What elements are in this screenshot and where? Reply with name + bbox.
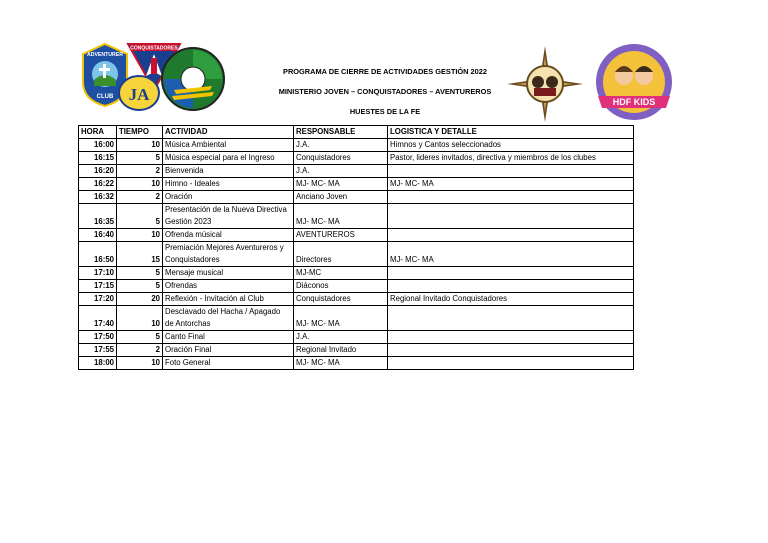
cell-responsable: Conquistadores [294, 293, 388, 306]
club-text: CLUB [96, 94, 114, 100]
table-row [79, 204, 634, 229]
cell-responsable: MJ- MC- MA [294, 306, 388, 331]
table-row [79, 344, 634, 357]
globe-logo [160, 46, 226, 112]
cell-hora: 16:15 [79, 152, 117, 165]
cell-actividad: Oración Final [163, 344, 294, 357]
table-row [79, 229, 634, 242]
cell-actividad: Presentación de la Nueva Directiva Gestión 2023 [163, 204, 294, 229]
cell-hora: 17:55 [79, 344, 117, 357]
cell-hora: 17:10 [79, 267, 117, 280]
cell-actividad: Música especial para el Ingreso [163, 152, 294, 165]
cell-actividad: Foto General [163, 357, 294, 370]
cell-tiempo: 10 [117, 178, 163, 191]
cell-tiempo: 10 [117, 357, 163, 370]
cell-actividad: Canto Final [163, 331, 294, 344]
cell-actividad: Desclavado del Hacha / Apagado de Antorchas [163, 306, 294, 331]
cell-responsable: Regional Invitado [294, 344, 388, 357]
page-title: PROGRAMA DE CIERRE DE ACTIVIDADES GESTIÓN 2022 [283, 67, 487, 76]
cell-hora: 17:15 [79, 280, 117, 293]
table-header-row [79, 126, 634, 139]
ja-logo [118, 75, 160, 111]
cell-tiempo: 5 [117, 152, 163, 165]
adventurer-text: ADVENTURER [86, 52, 124, 58]
cell-hora: 16:00 [79, 139, 117, 152]
cell-hora: 16:20 [79, 165, 117, 178]
cell-tiempo: 10 [117, 306, 163, 331]
header-actividad: ACTIVIDAD [163, 126, 294, 139]
group-name: HUESTES DE LA FE [349, 107, 421, 116]
cell-tiempo: 5 [117, 267, 163, 280]
cell-hora: 18:00 [79, 357, 117, 370]
cell-actividad: Reflexión - Invitación al Club [163, 293, 294, 306]
table-row [79, 357, 634, 370]
cell-tiempo: 5 [117, 280, 163, 293]
cell-logistica [388, 280, 634, 293]
cell-logistica [388, 267, 634, 280]
table-row [79, 331, 634, 344]
cell-logistica [388, 331, 634, 344]
cell-hora: 16:40 [79, 229, 117, 242]
cell-logistica [388, 204, 634, 229]
compass-emblem-logo [505, 44, 585, 124]
cell-tiempo: 10 [117, 139, 163, 152]
cell-logistica: MJ- MC- MA [388, 178, 634, 191]
cell-logistica: Pastor, lideres invitados, directiva y miembros de los clubes [388, 152, 634, 165]
table-row [79, 191, 634, 204]
cell-responsable: J.A. [294, 331, 388, 344]
cell-logistica [388, 191, 634, 204]
cell-responsable: Conquistadores [294, 152, 388, 165]
pathfinder-text: CONQUISTADORES [130, 45, 178, 52]
cell-actividad: Premiación Mejores Aventureros y Conquistadores [163, 242, 294, 267]
cell-responsable: J.A. [294, 165, 388, 178]
cell-hora: 16:32 [79, 191, 117, 204]
cell-responsable: MJ- MC- MA [294, 357, 388, 370]
cell-hora: 17:40 [79, 306, 117, 331]
cell-tiempo: 2 [117, 344, 163, 357]
cell-responsable: Directores [294, 242, 388, 267]
cell-actividad: Música Ambiental [163, 139, 294, 152]
table-row [79, 280, 634, 293]
table-row [79, 178, 634, 191]
cell-logistica [388, 306, 634, 331]
cell-logistica [388, 357, 634, 370]
cell-hora: 16:50 [79, 242, 117, 267]
cell-actividad: Himno - Ideales [163, 178, 294, 191]
cell-tiempo: 2 [117, 191, 163, 204]
cell-tiempo: 2 [117, 165, 163, 178]
cell-responsable: MJ-MC [294, 267, 388, 280]
table-row [79, 267, 634, 280]
cell-tiempo: 5 [117, 331, 163, 344]
cell-actividad: Mensaje musical [163, 267, 294, 280]
page-subtitle: MINISTERIO JOVEN – CONQUISTADORES – AVENTUREROS [278, 87, 492, 96]
cell-actividad: Ofrenda músical [163, 229, 294, 242]
hdf-kids-logo [594, 42, 676, 128]
cell-logistica: MJ- MC- MA [388, 242, 634, 267]
cell-responsable: Anciano Joven [294, 191, 388, 204]
cell-responsable: Diáconos [294, 280, 388, 293]
ja-text: JA [128, 85, 150, 104]
cell-logistica [388, 165, 634, 178]
header-logistica: LOGISTICA Y DETALLE [388, 126, 634, 139]
cell-logistica [388, 229, 634, 242]
table-row [79, 242, 634, 267]
header-hora: HORA [79, 126, 117, 139]
cell-responsable: MJ- MC- MA [294, 204, 388, 229]
cell-responsable: AVENTUREROS [294, 229, 388, 242]
cell-hora: 17:20 [79, 293, 117, 306]
table-row [79, 152, 634, 165]
header-responsable: RESPONSABLE [294, 126, 388, 139]
cell-actividad: Oración [163, 191, 294, 204]
cell-hora: 16:35 [79, 204, 117, 229]
cell-tiempo: 20 [117, 293, 163, 306]
header-tiempo: TIEMPO [117, 126, 163, 139]
cell-tiempo: 10 [117, 229, 163, 242]
schedule-table [78, 125, 634, 370]
cell-actividad: Bienvenida [163, 165, 294, 178]
table-row [79, 306, 634, 331]
cell-hora: 16:22 [79, 178, 117, 191]
table-row [79, 165, 634, 178]
cell-responsable: J.A. [294, 139, 388, 152]
cell-logistica: Regional Invitado Conquistadores [388, 293, 634, 306]
cell-actividad: Ofrendas [163, 280, 294, 293]
cell-tiempo: 15 [117, 242, 163, 267]
hdf-kids-text: HDF KIDS [612, 97, 656, 107]
cell-responsable: MJ- MC- MA [294, 178, 388, 191]
cell-logistica [388, 344, 634, 357]
table-row [79, 139, 634, 152]
cell-logistica: Himnos y Cantos seleccionados [388, 139, 634, 152]
table-row [79, 293, 634, 306]
cell-hora: 17:50 [79, 331, 117, 344]
cell-tiempo: 5 [117, 204, 163, 229]
